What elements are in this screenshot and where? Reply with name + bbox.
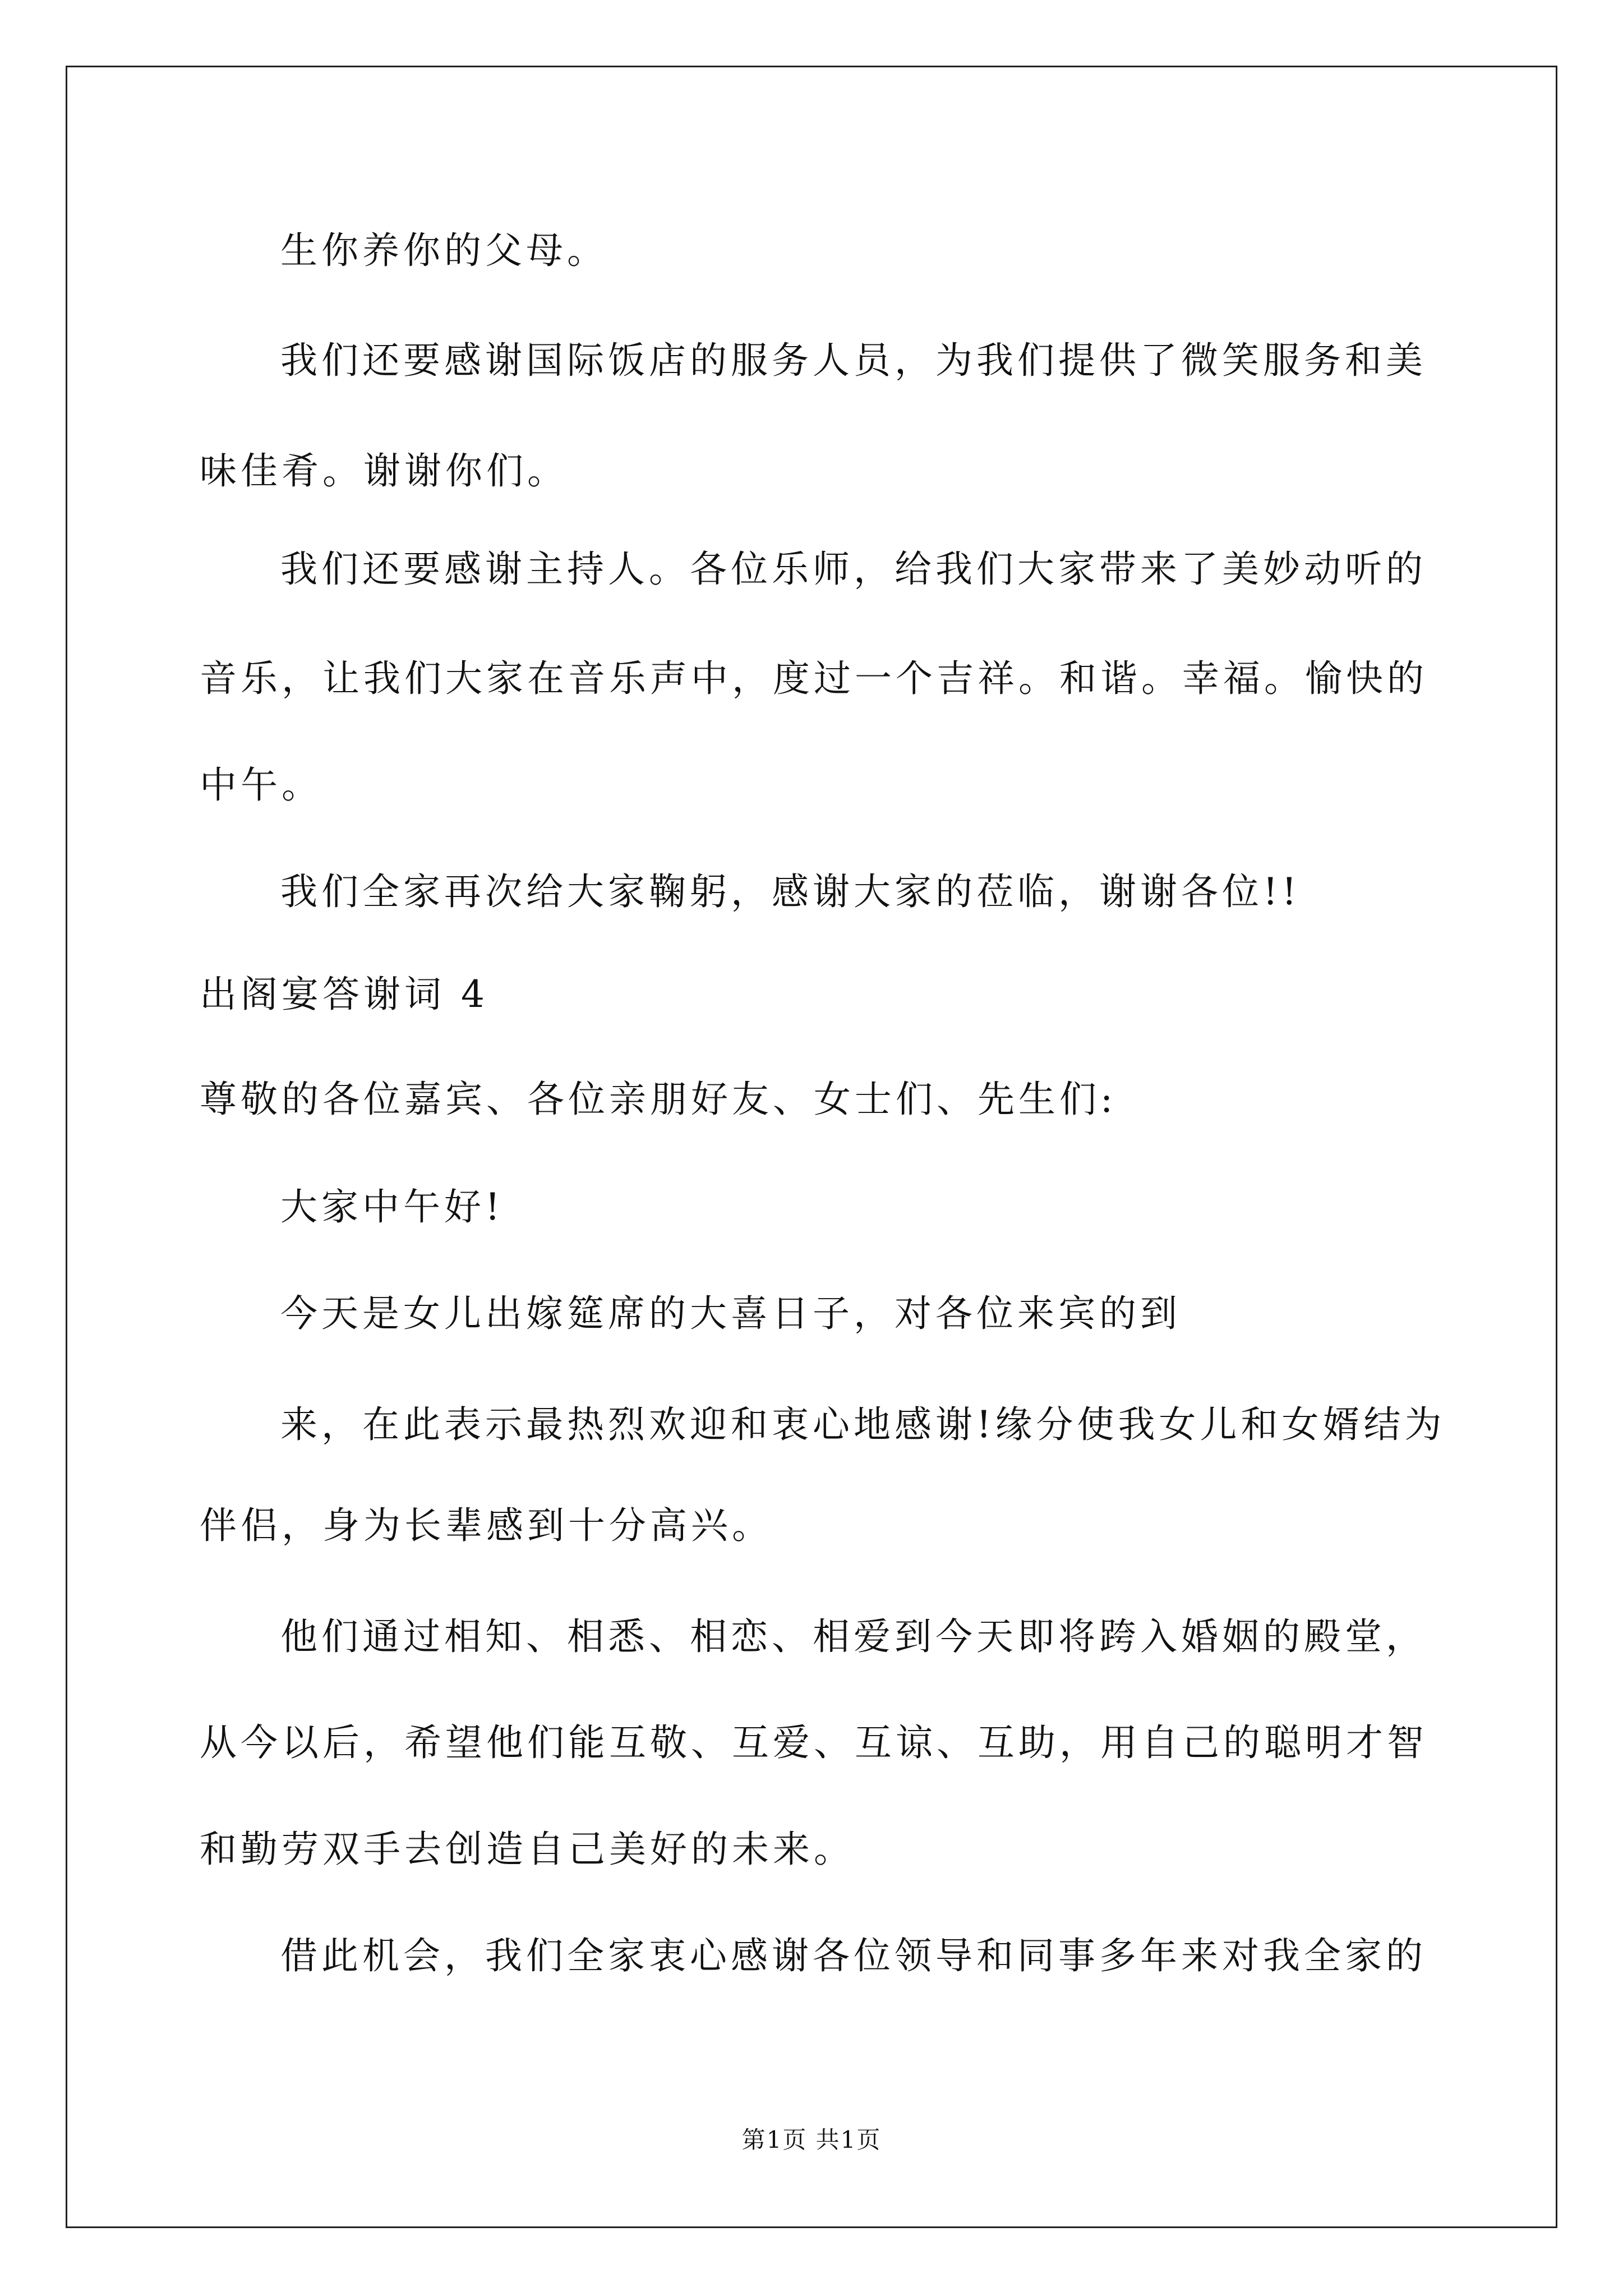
- paragraph-line: 味佳肴。谢谢你们。: [200, 449, 568, 493]
- paragraph-line: 我们还要感谢国际饭店的服务人员，为我们提供了微笑服务和美: [280, 339, 1427, 382]
- paragraph-line: 音乐，让我们大家在音乐声中，度过一个吉祥。和谐。幸福。愉快的: [200, 657, 1428, 700]
- paragraph-line: 从今以后，希望他们能互敬、互爱、互谅、互助，用自己的聪明才智: [200, 1721, 1428, 1764]
- paragraph-line: 今天是女儿出嫁筵席的大喜日子，对各位来宾的到: [280, 1292, 1181, 1335]
- paragraph-line: 我们全家再次给大家鞠躬，感谢大家的莅临，谢谢各位!!: [280, 870, 1301, 913]
- paragraph-line: 大家中午好!: [280, 1185, 504, 1228]
- paragraph-line: 借此机会，我们全家衷心感谢各位领导和同事多年来对我全家的: [280, 1934, 1427, 1977]
- page-border: [66, 66, 1557, 2228]
- paragraph-line: 来，在此表示最热烈欢迎和衷心地感谢!缘分使我女儿和女婿结为: [280, 1403, 1446, 1446]
- paragraph-line: 我们还要感谢主持人。各位乐师，给我们大家带来了美妙动听的: [280, 547, 1427, 591]
- paragraph-line: 他们通过相知、相悉、相恋、相爱到今天即将跨入婚姻的殿堂，: [280, 1615, 1427, 1658]
- page-number-footer: 第1页 共1页: [741, 2126, 882, 2154]
- salutation: 尊敬的各位嘉宾、各位亲朋好友、女士们、先生们:: [200, 1078, 1117, 1121]
- paragraph-line: 生你养你的父母。: [280, 229, 608, 272]
- section-heading: 出阁宴答谢词 4: [200, 973, 488, 1016]
- paragraph-line: 伴侣，身为长辈感到十分高兴。: [200, 1504, 773, 1547]
- paragraph-line: 中午。: [200, 763, 322, 807]
- paragraph-line: 和勤劳双手去创造自己美好的未来。: [200, 1828, 855, 1871]
